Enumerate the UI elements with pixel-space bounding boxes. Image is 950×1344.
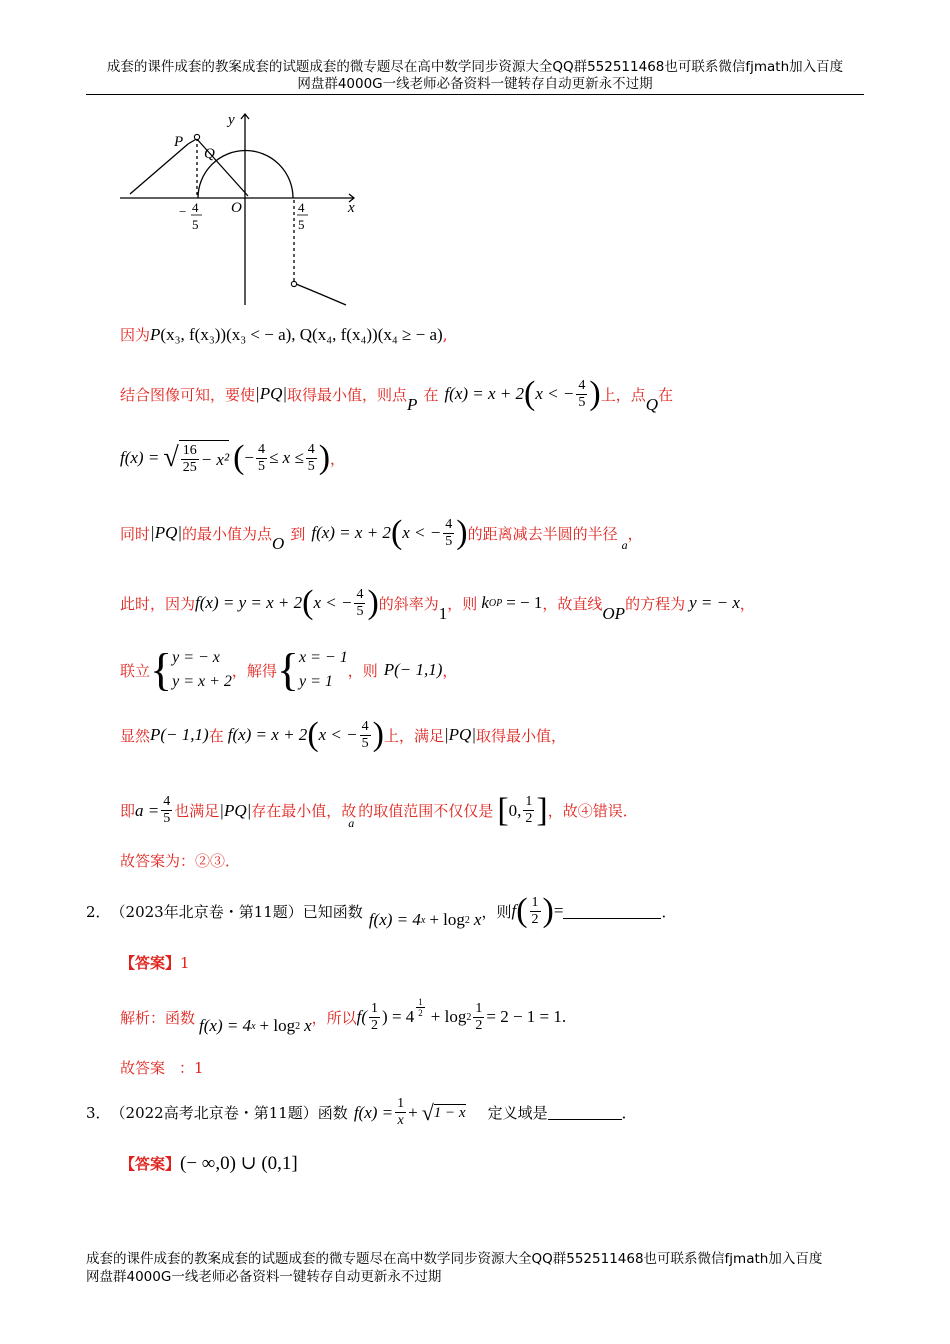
math-f: f(x) = x + 2 — [444, 384, 525, 403]
text: 联立 — [120, 661, 151, 680]
math-interval: 0, — [508, 800, 522, 820]
header-line-1: 成套的课件成套的教案成套的试题成套的微专题尽在高中数学同步资源大全QQ群552511468也可联系微信fjmath加入百度 — [106, 59, 844, 75]
text: 的方程为 — [625, 594, 686, 613]
label-y: y — [228, 112, 235, 128]
math-den: x — [397, 1113, 404, 1128]
math-sys-2: y = x + 2 — [172, 673, 232, 690]
text: 此时，因为 — [120, 594, 196, 613]
text: 解析：函数 — [120, 1008, 196, 1027]
text: 显然 — [120, 726, 151, 745]
header-line-2: 网盘群4000G一线老师必备资料一键转存自动更新永不过期 — [297, 76, 653, 92]
math-cond: x < − — [535, 384, 575, 403]
q2-explanation: 解析：函数 f(x) = 4 x + log 2 x ，所以 f( $\frac{1}{2}$ ) = 4 $\frac{1}{2}$ + log 2 $\frac{1}{2}$ = 2 − 1 = 1. — [120, 996, 567, 1035]
answer-label: 【答案】 — [120, 1155, 181, 1173]
label-neg-sign: − — [179, 204, 187, 219]
text: 在 — [423, 385, 439, 404]
math-cond: x < − — [313, 593, 353, 612]
math-minus-x2: − x² — [200, 449, 230, 469]
math-neg: − — [244, 448, 254, 467]
text: ，故直线 — [542, 594, 603, 613]
math-pq: |PQ| — [150, 523, 183, 542]
text: 因为 — [120, 326, 151, 344]
open-point-lower — [291, 281, 296, 286]
solution-line-2: 结合图像可知，要使 |PQ| 取得最小值，则点 P 在 f(x) = x + 2 ( x < − $\frac{4}{5}$ ) 上，点 Q 在 — [120, 375, 674, 414]
math-res-1: x = − 1 — [299, 649, 348, 666]
math-den: 25 — [182, 460, 197, 475]
math-op: OP — [602, 604, 626, 623]
math-x: x — [473, 910, 482, 929]
math-f: f(x) = x + 2 — [311, 523, 391, 542]
footer-line-2: 网盘群4000G一线老师必备资料一键转存自动更新永不过期 — [86, 1269, 442, 1285]
text: 上，点 — [600, 385, 646, 404]
text: ． — [661, 902, 677, 921]
solution-line-6: 联立 { y = − x y = x + 2 ，解得 { x = − 1 y = 1 ，则 P(− 1,1) ， — [120, 644, 458, 695]
text: ，故④错误． — [547, 802, 638, 820]
math-p: P — [150, 324, 161, 344]
text: ， — [627, 524, 643, 543]
math-points: (x₃, f(x₃))(x₃ < − a), Q(x₄, f(x₄))(x₄ ≥ − a) — [160, 324, 443, 344]
label-right-num: 4 — [298, 200, 305, 215]
q3-answer — [120, 1152, 298, 1175]
question-number: 3． — [86, 1104, 111, 1122]
math-k-sub: OP — [488, 597, 503, 609]
solution-line-3: f(x) = √ $\frac{16}{25}$ − x² ( − $\frac{4}{5}$ ≤ x ≤ $\frac{4}{5}$ ) ， — [120, 439, 346, 476]
math-p: P — [407, 395, 418, 414]
label-left-den: 5 — [192, 217, 199, 232]
solution-line-9 — [120, 850, 240, 871]
math-res-2: y = 1 — [299, 673, 333, 690]
math-k: k — [481, 593, 489, 612]
function-graph-figure — [118, 108, 368, 313]
math-pq: |PQ| — [219, 800, 252, 820]
text: ， — [739, 594, 755, 613]
text: 故答案为：②③． — [120, 852, 241, 870]
text: 在 — [658, 385, 674, 404]
math-log: + log — [430, 1007, 467, 1026]
footer-line-1: 成套的课件成套的教案成套的试题成套的微专题尽在高中数学同步资源大全QQ群552511468也可联系微信fjmath加入百度 — [86, 1251, 823, 1267]
math-eq: y = − x — [689, 593, 740, 612]
math-a: a — [621, 537, 628, 552]
answer-blank — [548, 1105, 622, 1120]
text: ，则 — [347, 661, 378, 680]
text: 存在最小值，故 — [251, 802, 357, 820]
math-base: 2 — [466, 1011, 472, 1023]
math-x: x — [304, 1016, 312, 1035]
text: 在 — [208, 726, 224, 745]
question-number: 2． — [86, 902, 111, 921]
text: 也满足 — [174, 802, 220, 820]
solution-line-7: 显然 P(− 1,1) 在 f(x) = x + 2 ( x < − $\frac{4}{5}$ ) 上，满足 |PQ| 取得最小值， — [120, 716, 567, 753]
text: 的斜率为 — [378, 594, 439, 613]
answer-label: 【答案】 — [120, 954, 181, 972]
text: ． — [621, 1104, 637, 1122]
math-a-eq: a = — [135, 800, 160, 820]
math-result: = 2 − 1 = 1. — [486, 1007, 567, 1026]
text: ，所以 — [311, 1008, 357, 1027]
label-left-num: 4 — [192, 200, 199, 215]
text: ：1 — [179, 1059, 204, 1077]
solution-line-5: 此时，因为 f(x) = y = x + 2 ( x < − $\frac{4}{5}$ ) 的斜率为 1 ，则 k OP = − 1 ，故直线 OP 的方程为 y = − x ， — [120, 584, 755, 623]
math-f: f(x) = — [120, 448, 160, 467]
line-segment — [130, 144, 188, 194]
solution-line-1 — [120, 324, 447, 345]
text: 取得最小值， — [476, 726, 567, 745]
text: ， — [330, 449, 346, 468]
text: 的最小值为点 — [182, 524, 273, 543]
fraction-4-5: $\frac{4}{5}$ — [578, 377, 586, 410]
math-ineq: ≤ x ≤ — [268, 448, 304, 467]
text: 的距离减去半圆的半径 — [467, 524, 618, 543]
math-one: 1 — [438, 604, 448, 623]
question-source: （2023年北京卷・第11题）已知函数 — [110, 902, 363, 921]
label-right-den: 5 — [298, 217, 305, 232]
lower-curve — [296, 284, 346, 305]
text: 定义域是 — [487, 1104, 548, 1122]
label-q: Q — [204, 146, 215, 162]
math-a: a — [348, 816, 355, 830]
math-plus: + — [408, 1102, 418, 1122]
text: ， — [442, 661, 458, 680]
math-base: 2 — [464, 914, 470, 926]
math-f: f(x) = y = x + 2 — [195, 593, 303, 612]
question-2: 2． （2023年北京卷・第11题）已知函数 f(x) = 4 x + log 2 x ，则 f ( $\frac{1}{2}$ ) = ． — [86, 892, 677, 929]
text: 到 — [290, 524, 306, 543]
math-f: f(x) = 4 — [368, 910, 421, 929]
text: 同时 — [120, 524, 151, 543]
math-exp: x — [420, 914, 426, 926]
question-source: （2022高考北京卷・第11题）函数 — [110, 1104, 348, 1122]
math-eq: = — [553, 901, 564, 920]
math-p-coord: P(− 1,1) — [150, 725, 209, 744]
math-pq: |PQ| — [255, 384, 288, 403]
solution-line-4: 同时 |PQ| 的最小值为点 O 到 f(x) = x + 2 ( x < − $\frac{4}{5}$ ) 的距离减去半圆的半径 a ， — [120, 514, 643, 553]
math-f: f( — [356, 1007, 368, 1026]
question-3: 3． （2022高考北京卷・第11题）函数 f(x) = $\frac{1}{x}$ + √ 1 − x 定义域是 ． — [86, 1096, 637, 1128]
math-num: 1 — [397, 1096, 405, 1111]
math-q: Q — [645, 395, 658, 414]
label-o: O — [231, 200, 242, 216]
math-f: f — [511, 901, 517, 920]
math-sys-1: y = − x — [172, 649, 220, 666]
label-x: x — [348, 200, 355, 216]
math-p-coord: P(− 1,1) — [383, 660, 443, 679]
math-kv: = − 1 — [506, 593, 543, 612]
text: , — [442, 325, 448, 344]
text: ，则 — [447, 594, 478, 613]
header-divider — [86, 94, 864, 95]
solution-line-8: 即 a = $\frac{4}{5}$ 也满足 |PQ| 存在最小值，故 a 的取值范围不仅仅是 [ 0, $\frac{1}{2}$ ] ，故④错误． — [120, 791, 638, 830]
answer-value: (− ∞,0) ∪ (0,1] — [180, 1153, 298, 1174]
q2-answer — [120, 952, 190, 973]
text: 结合图像可知，要使 — [120, 385, 256, 404]
text: 的取值范围不仅仅是 — [358, 802, 494, 820]
answer-blank — [563, 904, 661, 919]
math-f: f(x) = — [353, 1102, 394, 1122]
math-pq: |PQ| — [443, 725, 476, 744]
math-num: 16 — [182, 443, 197, 458]
q2-conclusion — [120, 1057, 204, 1078]
text: 上，满足 — [383, 726, 444, 745]
math-cond: x < − — [402, 523, 442, 542]
text: 即 — [120, 802, 136, 820]
math-radicand: 1 − x — [433, 1104, 466, 1121]
math-log: + log — [259, 1016, 296, 1035]
text: 取得最小值，则点 — [287, 385, 408, 404]
math-f: f(x) = x + 2 — [227, 725, 308, 744]
answer-value: 1 — [180, 953, 190, 972]
math-cond: x < − — [318, 725, 358, 744]
open-point-p — [194, 134, 199, 139]
math-eq: ) = 4 — [382, 1007, 415, 1026]
text: 故答案 — [120, 1059, 166, 1077]
math-exp: x — [251, 1020, 256, 1032]
text: ，解得 — [231, 661, 277, 680]
math-base: 2 — [295, 1020, 301, 1032]
math-f: f(x) = 4 — [199, 1016, 252, 1035]
math-o: O — [272, 534, 285, 553]
math-log: + log — [429, 910, 465, 929]
label-p: P — [174, 134, 184, 150]
text: ，则 — [481, 902, 512, 921]
